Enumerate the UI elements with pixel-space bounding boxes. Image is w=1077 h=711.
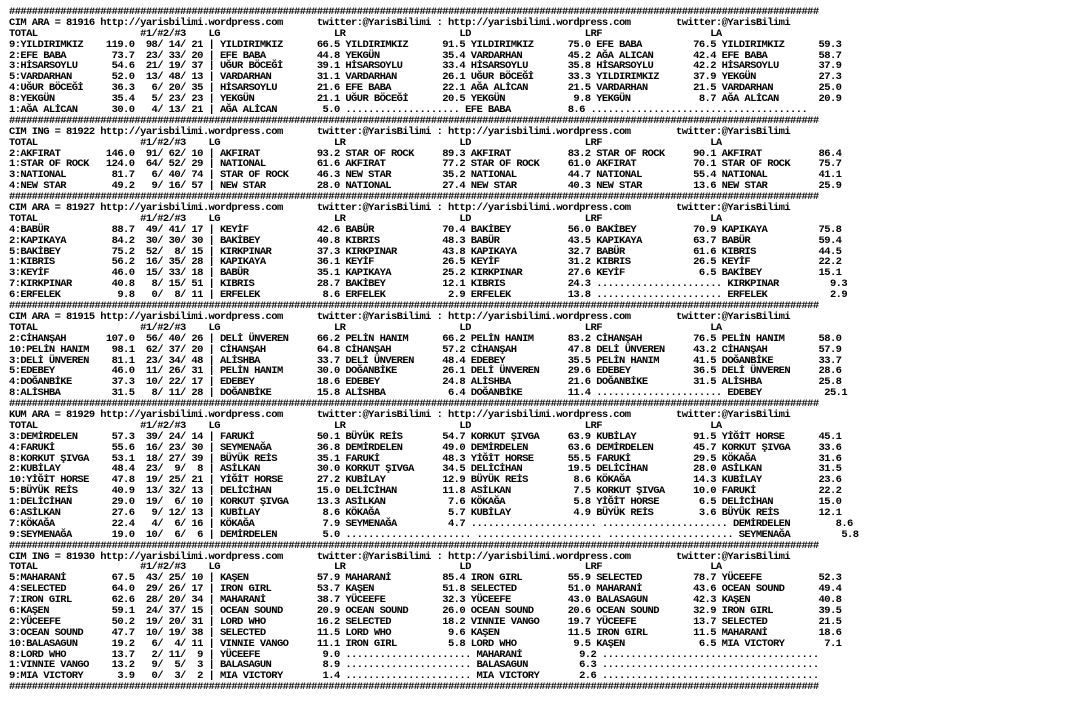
text-line: 5:MAHARANİ 67.5 43/ 25/ 10 | KAŞEN 57.9 MAHARANİ 85.4 IRON GIRL 55.9 SELECTED 78.7 YÜCEEFE 52.3: [9, 572, 842, 585]
separator-line: ##############################################################################################################################################: [9, 191, 819, 204]
text-line: TOTAL #1/#2/#3 LG LR LD LRF LA: [9, 136, 722, 149]
text-line: 5:BÜYÜK REİS 40.9 13/ 32/ 13 | DELİCİHAN 15.0 DELİCİHAN 11.8 ASİLKAN 7.5 KORKUT ŞIVGA 10.0 FARUKİ 22.2: [9, 485, 842, 498]
text-line: 6:ASİLKAN 27.6 9/ 12/ 13 | KUBİLAY 8.6 KÖKAĞA 5.7 KUBİLAY 4.9 BÜYÜK REİS 3.6 BÜYÜK REİS 12.1: [9, 506, 842, 519]
text-line: 7:KIRKPINAR 40.8 8/ 15/ 51 | KIBRIS 28.7 BAKİBEY 12.1 KIBRIS 24.3 ...................... KIRKPINAR 9.3: [9, 278, 848, 291]
text-line: 10:BALASAGUN 19.2 6/ 4/ 11 | VINNIE VANGO 11.1 IRON GIRL 5.8 LORD WHO 9.5 KAŞEN 6.5 MIA VICTORY 7.1: [9, 637, 842, 650]
text-line: 1:VINNIE VANGO 13.2 9/ 5/ 3 | BALASAGUN 8.9 ...................... BALASAGUN 6.3 ......................................: [9, 659, 819, 672]
text-line: 5:BAKİBEY 75.2 52/ 8/ 15 | KIRKPINAR 37.3 KIRKPINAR 43.8 KAPIKAYA 32.7 BABÜR 61.6 KIBRIS 44.5: [9, 245, 842, 258]
text-line: 4:DOĞANBİKE 37.3 10/ 22/ 17 | EDEBEY 18.6 EDEBEY 24.8 ALİSHBA 21.6 DOĞANBİKE 31.5 ALİSHBA 25.8: [9, 376, 842, 389]
text-line: 4:UĞUR BÖCEĞİ 36.3 6/ 20/ 35 | HİSARSOYLU 21.6 EFE BABA 22.1 AĞA ALİCAN 21.5 VARDARHAN 21.5 VARDARHAN 25.0: [9, 82, 842, 95]
text-line: 10:YİĞİT HORSE 47.8 19/ 25/ 21 | YİĞİT HORSE 27.2 KUBİLAY 12.9 BÜYÜK REİS 8.6 KÖKAĞA 14.3 KUBİLAY 23.6: [9, 474, 842, 487]
text-line: 8:KORKUT ŞIVGA 53.1 18/ 27/ 39 | BÜYÜK REİS 35.1 FARUKİ 48.3 YİĞİT HORSE 55.5 FARUKİ 29.5 KÖKAĞA 31.6: [9, 452, 842, 465]
text-line: 4:FARUKİ 55.6 16/ 23/ 30 | SEYMENAĞA 36.8 DEMİRDELEN 49.0 DEMİRDELEN 63.6 DEMİRDELEN 45.7 KORKUT ŞIVGA 33.6: [9, 441, 842, 454]
text-line: TOTAL #1/#2/#3 LG LR LD LRF LA: [9, 561, 722, 574]
separator-line: ##############################################################################################################################################: [9, 398, 819, 411]
text-line: KUM ARA = 81929 http://yarisbilimi.wordpress.com twitter:@YarisBilimi : http://yarisbilimi.wordpress.com twitter:@YarisBilimi: [9, 408, 791, 421]
text-line: 3:DELİ ÜNVEREN 81.1 23/ 34/ 48 | ALİSHBA 33.7 DELİ ÜNVEREN 48.4 EDEBEY 35.5 PELİN HANIM 41.5 DOĞANBİKE 33.7: [9, 354, 842, 367]
text-line: 9:MIA VICTORY 3.9 0/ 3/ 2 | MIA VICTORY 1.4 ...................... MIA VICTORY 2.6 ......................................: [9, 670, 819, 683]
text-line: 6:ERFELEK 9.8 0/ 8/ 11 | ERFELEK 8.6 ERFELEK 2.9 ERFELEK 13.8 ...................... ERFELEK 2.9: [9, 289, 848, 302]
text-line: 2:AKFIRAT 146.0 91/ 62/ 10 | AKFIRAT 93.2 STAR OF ROCK 89.3 AKFIRAT 83.2 STAR OF ROCK 90.1 AKFIRAT 86.4: [9, 147, 842, 160]
text-line: 1:KIBRIS 56.2 16/ 35/ 28 | KAPIKAYA 36.1 KEYİF 26.5 KEYİF 31.2 KIBRIS 26.5 KEYİF 22.2: [9, 256, 842, 269]
text-line: CIM ING = 81922 http://yarisbilimi.wordpress.com twitter:@YarisBilimi : http://yarisbilimi.wordpress.com twitter:@YarisBilimi: [9, 125, 791, 138]
text-line: 8:LORD WHO 13.7 2/ 11/ 9 | YÜCEEFE 9.0 ...................... MAHARANİ 9.2 ......................................: [9, 648, 819, 661]
text-line: TOTAL #1/#2/#3 LG LR LD LRF LA: [9, 321, 722, 334]
separator-line: ##############################################################################################################################################: [9, 6, 819, 18]
separator-line: ##############################################################################################################################################: [9, 681, 819, 694]
text-line: 3:KEYİF 46.0 15/ 33/ 18 | BABÜR 35.1 KAPIKAYA 25.2 KIRKPINAR 27.6 KEYİF 6.5 BAKİBEY 15.1: [9, 267, 842, 280]
text-line: CIM ARA = 81927 http://yarisbilimi.wordpress.com twitter:@YarisBilimi : http://yarisbilimi.wordpress.com twitter:@YarisBilimi: [9, 202, 791, 215]
text-line: 2:EFE BABA 73.7 23/ 33/ 20 | EFE BABA 44.8 YEKGÜN 35.4 VARDARHAN 45.2 AĞA ALICAN 42.4 EFE BABA 58.7: [9, 49, 842, 62]
text-line: 4:NEW STAR 49.2 9/ 16/ 57 | NEW STAR 28.0 NATIONAL 27.4 NEW STAR 40.3 NEW STAR 13.6 NEW STAR 25.9: [9, 180, 842, 193]
text-line: 7:KÖKAĞA 22.4 4/ 6/ 16 | KÖKAĞA 7.9 SEYMENAĞA 4.7 ...................... ...................... DEMİRDELEN 8.6: [9, 517, 853, 530]
text-line: CIM ING = 81930 http://yarisbilimi.wordpress.com twitter:@YarisBilimi : http://yarisbilimi.wordpress.com twitter:@YarisBilimi: [9, 550, 791, 563]
text-line: 1:AĞA ALİCAN 30.0 4/ 13/ 21 | AĞA ALİCAN 5.0 .................... EFE BABA 8.6 ......................................: [9, 104, 808, 117]
text-line: CIM ARA = 81915 http://yarisbilimi.wordpress.com twitter:@YarisBilimi : http://yarisbilimi.wordpress.com twitter:@YarisBilimi: [9, 310, 791, 323]
text-line: 3:OCEAN SOUND 47.7 10/ 19/ 38 | SELECTED 11.5 LORD WHO 9.6 KAŞEN 11.5 IRON GIRL 11.5 MAHARANİ 18.6: [9, 626, 842, 639]
race-stats-document: [9, 7, 858, 693]
text-line: CIM ARA = 81916 http://yarisbilimi.wordpress.com twitter:@YarisBilimi : http://yarisbilimi.wordpress.com twitter:@YarisBilimi: [9, 16, 791, 29]
separator-line: ##############################################################################################################################################: [9, 539, 819, 552]
separator-line: ##############################################################################################################################################: [9, 300, 819, 313]
text-line: 9:YILDIRIMKIZ 119.0 98/ 14/ 21 | YILDIRIMKIZ 66.5 YILDIRIMKIZ 91.5 YILDIRIMKIZ 75.0 EFE BABA 76.5 YILDIRIMKIZ 59.3: [9, 38, 842, 51]
text-line: TOTAL #1/#2/#3 LG LR LD LRF LA: [9, 419, 722, 432]
text-line: 3:NATIONAL 81.7 6/ 40/ 74 | STAR OF ROCK 46.3 NEW STAR 35.2 NATIONAL 44.7 NATIONAL 55.4 NATIONAL 41.1: [9, 169, 842, 182]
text-line: 5:VARDARHAN 52.0 13/ 48/ 13 | VARDARHAN 31.1 VARDARHAN 26.1 UĞUR BÖCEĞİ 33.3 YILDIRIMKIZ 37.9 YEKGÜN 27.3: [9, 71, 842, 84]
text-line: 1:DELİCİHAN 29.0 19/ 6/ 10 | KORKUT ŞIVGA 13.3 ASİLKAN 7.6 KÖKAĞA 5.8 YİĞİT HORSE 6.5 DELİCİHAN 15.0: [9, 496, 842, 509]
text-line: 6:KAŞEN 59.1 24/ 37/ 15 | OCEAN SOUND 20.9 OCEAN SOUND 26.0 OCEAN SOUND 20.6 OCEAN SOUND 32.9 IRON GIRL 39.5: [9, 604, 842, 617]
text-line: 8:ALİSHBA 31.5 8/ 11/ 28 | DOĞANBİKE 15.8 ALİSHBA 6.4 DOĞANBİKE 11.4 ...................... EDEBEY 25.1: [9, 387, 848, 400]
text-line: 8:YEKGÜN 35.4 5/ 23/ 23 | YEKGÜN 21.1 UĞUR BÖCEĞİ 20.5 YEKGÜN 9.8 YEKGÜN 8.7 AĞA ALİCAN 20.9: [9, 93, 842, 106]
text-line: TOTAL #1/#2/#3 LG LR LD LRF LA: [9, 27, 722, 40]
text-line: 4:SELECTED 64.0 29/ 26/ 17 | IRON GIRL 53.7 KAŞEN 51.8 SELECTED 51.0 MAHARANİ 43.6 OCEAN SOUND 49.4: [9, 583, 842, 596]
text-line: 10:PELİN HANIM 98.1 62/ 37/ 20 | CİHANŞAH 64.8 CİHANŞAH 57.2 CİHANŞAH 47.8 DELİ ÜNVEREN 43.2 CİHANŞAH 57.9: [9, 343, 842, 356]
text-line: 3:DEMİRDELEN 57.3 39/ 24/ 14 | FARUKİ 50.1 BÜYÜK REİS 54.7 KORKUT ŞIVGA 63.9 KUBİLAY 91.5 YİĞİT HORSE 45.1: [9, 430, 842, 443]
text-line: 1:STAR OF ROCK 124.0 64/ 52/ 29 | NATIONAL 61.6 AKFIRAT 77.2 STAR OF ROCK 61.0 AKFIRAT 70.1 STAR OF ROCK 75.7: [9, 158, 842, 171]
text-line: 2:KUBİLAY 48.4 23/ 9/ 8 | ASİLKAN 30.0 KORKUT ŞIVGA 34.5 DELİCİHAN 19.5 DELİCİHAN 28.0 ASİLKAN 31.5: [9, 463, 842, 476]
separator-line: ##############################################################################################################################################: [9, 114, 819, 127]
text-line: TOTAL #1/#2/#3 LG LR LD LRF LA: [9, 212, 722, 225]
text-line: 9:SEYMENAĞA 19.0 10/ 6/ 6 | DEMİRDELEN 5.0 ...................... ...................... ...................... SEYMENAĞA 5.8: [9, 528, 859, 541]
text-line: 7:IRON GIRL 62.6 28/ 20/ 34 | MAHARANİ 38.7 YÜCEEFE 32.3 YÜCEEFE 43.0 BALASAGUN 42.3 KAŞEN 40.8: [9, 594, 842, 607]
text-line: 4:BABÜR 88.7 49/ 41/ 17 | KEYİF 42.6 BABÜR 70.4 BAKİBEY 56.0 BAKİBEY 70.9 KAPIKAYA 75.8: [9, 223, 842, 236]
text-line: 3:HİSARSOYLU 54.6 21/ 19/ 37 | UĞUR BÖCEĞİ 39.1 HİSARSOYLU 33.4 HİSARSOYLU 35.8 HİSARSOYLU 42.2 HİSARSOYLU 37.9: [9, 60, 842, 73]
text-line: 2:CİHANŞAH 107.0 56/ 40/ 26 | DELİ ÜNVEREN 66.2 PELİN HANIM 66.2 PELİN HANIM 83.2 CİHANŞAH 76.5 PELİN HANIM 58.0: [9, 332, 842, 345]
text-line: 2:YÜCEEFE 50.2 19/ 20/ 31 | LORD WHO 16.2 SELECTED 18.2 VINNIE VANGO 19.7 YÜCEEFE 13.7 SELECTED 21.5: [9, 615, 842, 628]
text-line: 2:KAPIKAYA 84.2 30/ 30/ 30 | BAKİBEY 40.8 KIBRIS 48.3 BABÜR 43.5 KAPIKAYA 63.7 BABÜR 59.4: [9, 234, 842, 247]
text-line: 5:EDEBEY 46.0 11/ 26/ 31 | PELİN HANIM 30.0 DOĞANBİKE 26.1 DELİ ÜNVEREN 29.6 EDEBEY 36.5 DELİ ÜNVEREN 28.6: [9, 365, 842, 378]
